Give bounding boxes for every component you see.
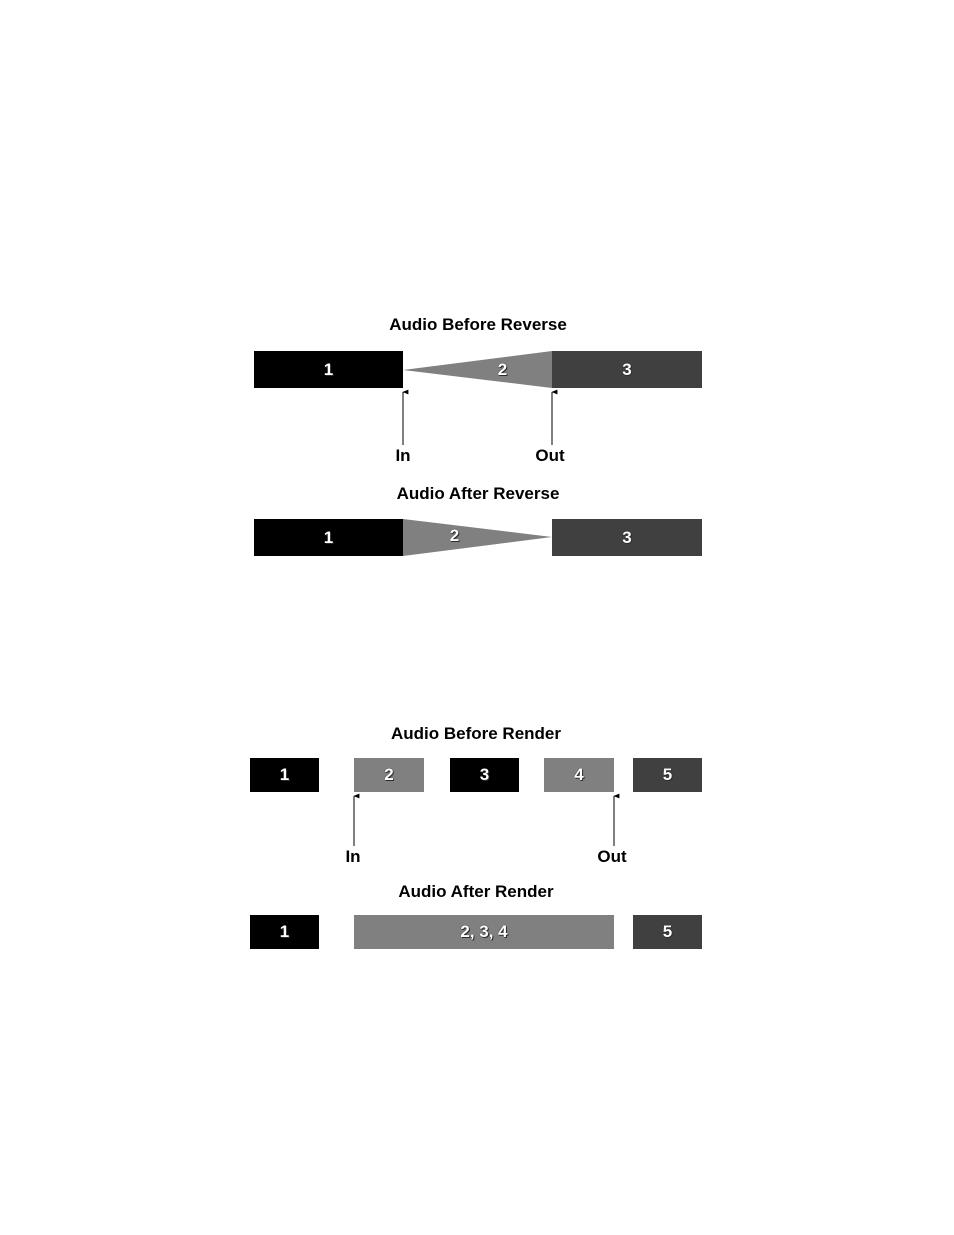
render-out-label: Out bbox=[597, 847, 627, 866]
reverse-after-segment-1: 1 bbox=[254, 519, 403, 556]
render-before-segment-2: 2 bbox=[354, 758, 424, 792]
render-after-segment-5: 5 bbox=[633, 915, 702, 949]
reverse-before-segment-2-label: 2 bbox=[497, 359, 508, 379]
reverse-in-label: In bbox=[395, 446, 411, 465]
render-before-segment-5: 5 bbox=[633, 758, 702, 792]
reverse-before-segment-3: 3 bbox=[552, 351, 702, 388]
render-before-segment-3: 3 bbox=[450, 758, 519, 792]
render-before-segment-1: 1 bbox=[250, 758, 319, 792]
reverse-before-title: Audio Before Reverse bbox=[389, 315, 567, 334]
render-after-segment-1: 1 bbox=[250, 915, 319, 949]
reverse-after-segment-3: 3 bbox=[552, 519, 702, 556]
render-in-label: In bbox=[345, 847, 361, 866]
render-after-segment-2-3-4: 2, 3, 4 bbox=[354, 915, 614, 949]
reverse-after-segment-2-label: 2 bbox=[449, 525, 460, 545]
render-after-title: Audio After Render bbox=[398, 882, 554, 901]
render-before-title: Audio Before Render bbox=[390, 724, 562, 743]
reverse-out-label: Out bbox=[535, 446, 565, 465]
reverse-after-title: Audio After Reverse bbox=[396, 484, 560, 503]
render-before-segment-4: 4 bbox=[544, 758, 614, 792]
reverse-before-segment-1: 1 bbox=[254, 351, 403, 388]
